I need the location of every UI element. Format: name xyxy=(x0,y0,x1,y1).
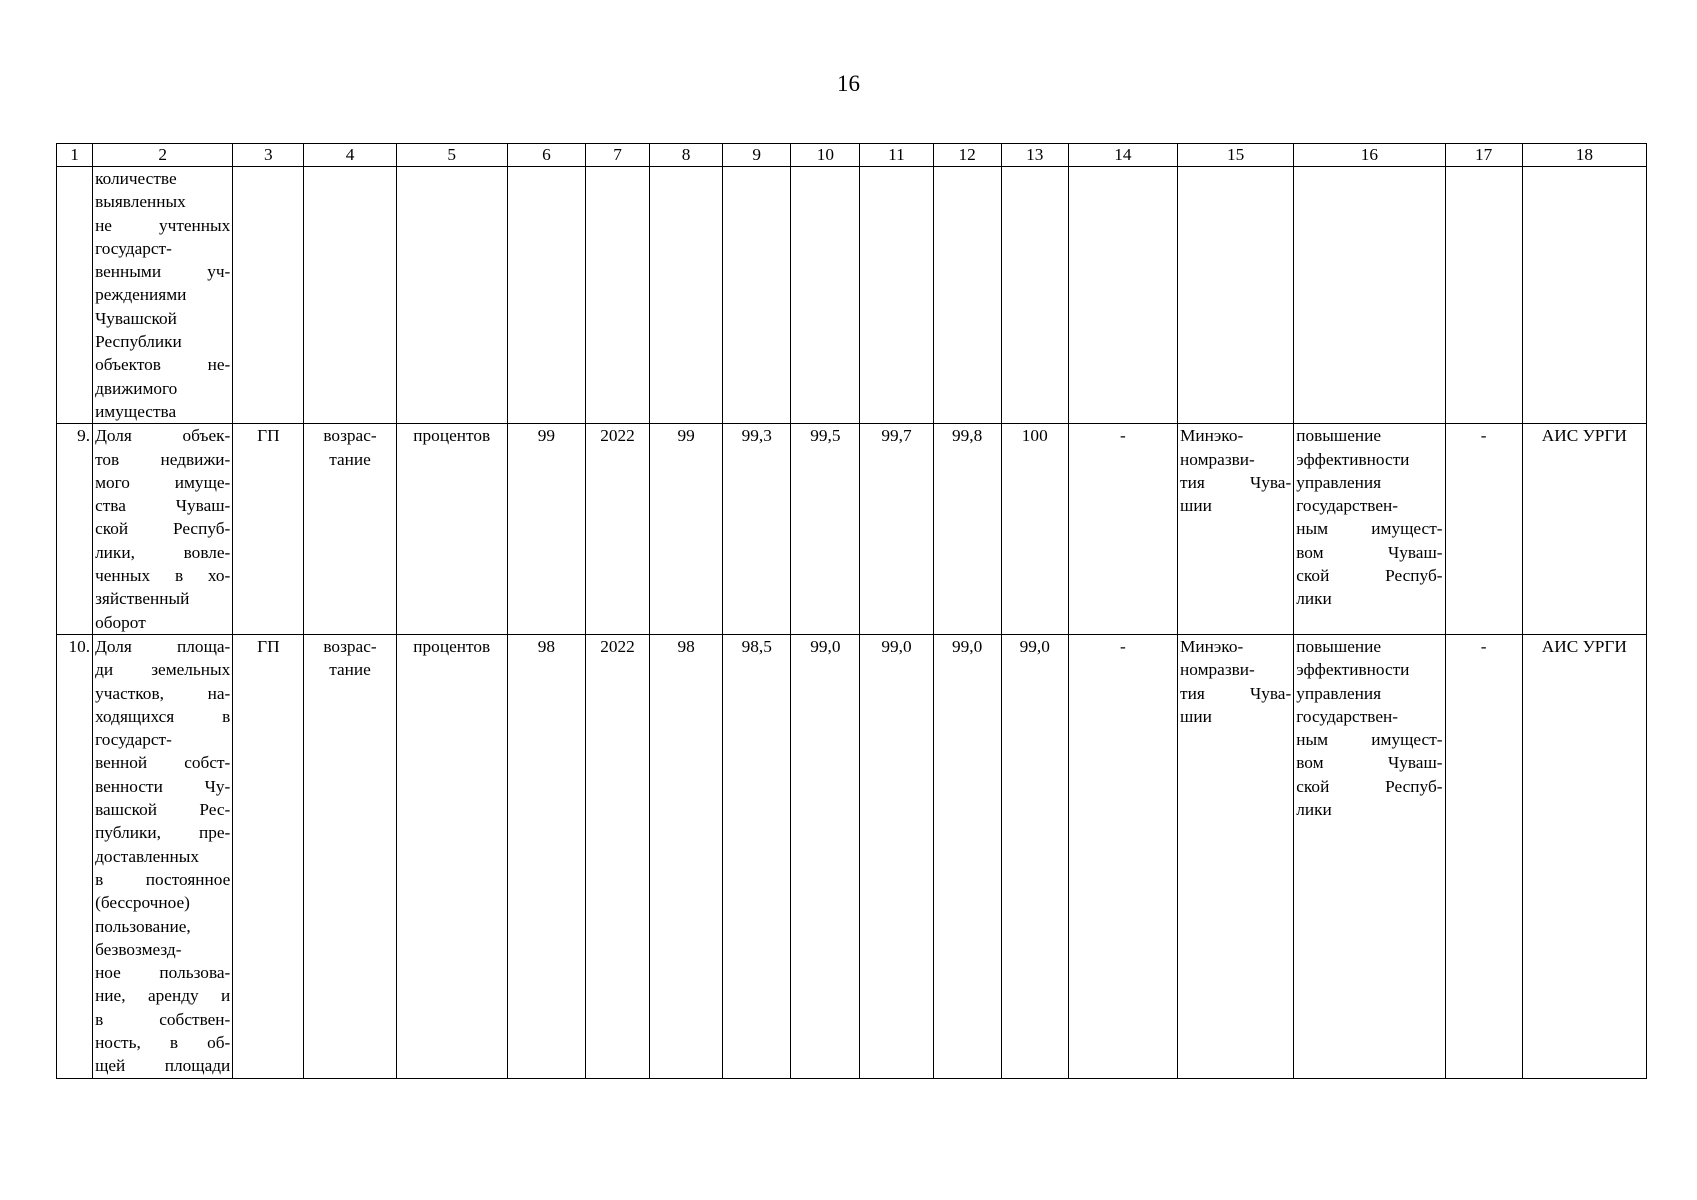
column-header: 1 xyxy=(57,144,93,167)
text-line: управления xyxy=(1296,472,1382,492)
value-cell: 99,3 xyxy=(723,424,791,635)
goal-text xyxy=(1296,424,1442,610)
text-line: ской Респуб- xyxy=(1296,566,1443,586)
text-line: лики xyxy=(1296,800,1332,820)
text-line: имущества xyxy=(95,401,177,421)
text-line: Республики xyxy=(95,332,182,352)
text-line: ства Чуваш- xyxy=(95,496,231,516)
text-line: зяйственный xyxy=(95,589,190,609)
value-cell: 99,8 xyxy=(933,424,1001,635)
text-line: повышение xyxy=(1296,426,1382,446)
empty-cell xyxy=(860,167,933,424)
text-line: шии xyxy=(1180,706,1212,726)
text-line: номразви- xyxy=(1180,660,1255,680)
text-line: номразви- xyxy=(1180,449,1255,469)
page-number: 16 xyxy=(837,71,860,96)
text-line: ность, в об- xyxy=(95,1032,231,1052)
empty-cell xyxy=(1001,167,1068,424)
column-header: 18 xyxy=(1522,144,1646,167)
text-line: тия Чува- xyxy=(1180,683,1292,703)
row-number-cell: 10. xyxy=(57,634,93,1078)
source-cell: ГП xyxy=(233,634,304,1078)
text-line: вом Чуваш- xyxy=(1296,542,1443,562)
text-line: участков, на- xyxy=(95,683,231,703)
text-line: ние, аренду и xyxy=(95,986,231,1006)
text-line: в постоянное xyxy=(95,869,231,889)
text-line: шии xyxy=(1180,496,1212,516)
column-header: 6 xyxy=(507,144,585,167)
text-line: тание xyxy=(329,660,371,680)
column-header: 13 xyxy=(1001,144,1068,167)
text-line: ченных в хо- xyxy=(95,566,231,586)
responsible-cell xyxy=(1178,634,1294,1078)
column-header: 15 xyxy=(1178,144,1294,167)
indicator-name-text xyxy=(95,424,230,634)
goal-cell xyxy=(1294,424,1445,635)
text-line: объектов не- xyxy=(95,355,231,375)
text-line: Доля площа- xyxy=(95,636,231,656)
indicator-name-text xyxy=(95,635,230,1078)
text-line: венности Чу- xyxy=(95,776,231,796)
text-line: ской Респуб- xyxy=(1296,776,1443,796)
column-number-row xyxy=(57,144,1647,167)
text-line: доставленных xyxy=(95,846,200,866)
responsible-cell xyxy=(1178,424,1294,635)
column-header: 7 xyxy=(585,144,649,167)
value-cell: 100 xyxy=(1001,424,1068,635)
info-system-cell: АИС УРГИ xyxy=(1522,634,1646,1078)
text-line: Доля объек- xyxy=(95,426,231,446)
text-line: тание xyxy=(329,449,371,469)
empty-cell xyxy=(1068,167,1177,424)
text-line: щей площади xyxy=(95,1056,231,1076)
text-line: государствен- xyxy=(1296,496,1399,516)
empty-cell xyxy=(507,167,585,424)
value-cell: 99,7 xyxy=(860,424,933,635)
column-header: 16 xyxy=(1294,144,1445,167)
empty-cell xyxy=(1178,167,1294,424)
table-row xyxy=(57,424,1647,635)
value-cell: 99,0 xyxy=(860,634,933,1078)
column-14-cell: - xyxy=(1068,424,1177,635)
base-value-cell: 99 xyxy=(507,424,585,635)
column-header: 4 xyxy=(304,144,396,167)
text-line: государствен- xyxy=(1296,706,1399,726)
value-cell: 99,0 xyxy=(791,634,860,1078)
row-number-cell xyxy=(57,167,93,424)
text-line: тия Чува- xyxy=(1180,472,1292,492)
empty-cell xyxy=(233,167,304,424)
text-line: не учтенных xyxy=(95,215,231,235)
column-header: 10 xyxy=(791,144,860,167)
value-cell: 99 xyxy=(650,424,723,635)
text-line: в собствен- xyxy=(95,1009,231,1029)
text-line: ное пользова- xyxy=(95,963,231,983)
empty-cell xyxy=(1522,167,1646,424)
text-line: повышение xyxy=(1296,636,1382,656)
text-line: лики, вовле- xyxy=(95,542,231,562)
info-system-cell: АИС УРГИ xyxy=(1522,424,1646,635)
indicator-name-cell xyxy=(93,424,233,635)
indicator-name-cell xyxy=(93,167,233,424)
empty-cell xyxy=(585,167,649,424)
text-line: реждениями xyxy=(95,285,187,305)
column-header: 14 xyxy=(1068,144,1177,167)
text-line: венной собст- xyxy=(95,753,231,773)
text-line: эффективности xyxy=(1296,449,1410,469)
column-header: 8 xyxy=(650,144,723,167)
text-line: ным имущест- xyxy=(1296,730,1443,750)
text-line: ской Респуб- xyxy=(95,519,231,539)
text-line: вом Чуваш- xyxy=(1296,753,1443,773)
empty-cell xyxy=(304,167,396,424)
column-header: 11 xyxy=(860,144,933,167)
responsible-text xyxy=(1180,635,1291,728)
column-header: 17 xyxy=(1445,144,1522,167)
text-line: ным имущест- xyxy=(1296,519,1443,539)
text-line: публики, пре- xyxy=(95,823,231,843)
text-line: вашской Рес- xyxy=(95,800,231,820)
base-year-cell: 2022 xyxy=(585,424,649,635)
responsible-text xyxy=(1180,424,1291,517)
empty-cell xyxy=(723,167,791,424)
text-line: пользование, xyxy=(95,916,191,936)
unit-cell: процентов xyxy=(396,634,507,1078)
table-row xyxy=(57,634,1647,1078)
column-header: 9 xyxy=(723,144,791,167)
empty-cell xyxy=(933,167,1001,424)
row-number-cell: 9. xyxy=(57,424,93,635)
base-value-cell: 98 xyxy=(507,634,585,1078)
text-line: государст- xyxy=(95,238,172,258)
text-line: венными уч- xyxy=(95,262,231,282)
value-cell: 98 xyxy=(650,634,723,1078)
column-header: 5 xyxy=(396,144,507,167)
text-line: ди земельных xyxy=(95,660,231,680)
column-17-cell: - xyxy=(1445,424,1522,635)
empty-cell xyxy=(396,167,507,424)
value-cell: 99,5 xyxy=(791,424,860,635)
column-17-cell: - xyxy=(1445,634,1522,1078)
text-line: выявленных xyxy=(95,192,186,212)
text-line: государст- xyxy=(95,730,172,750)
table-row-continuation xyxy=(57,167,1647,424)
source-cell: ГП xyxy=(233,424,304,635)
text-line: управления xyxy=(1296,683,1382,703)
text-line: возрас- xyxy=(323,636,377,656)
value-cell: 99,0 xyxy=(1001,634,1068,1078)
indicators-table xyxy=(56,143,1647,1079)
empty-cell xyxy=(1294,167,1445,424)
indicator-name-cell xyxy=(93,634,233,1078)
trend-cell xyxy=(304,424,396,635)
indicator-name-text xyxy=(95,167,230,423)
value-cell: 99,0 xyxy=(933,634,1001,1078)
text-line: безвозмезд- xyxy=(95,939,182,959)
text-line: тов недвижи- xyxy=(95,449,231,469)
goal-text xyxy=(1296,635,1442,821)
column-header: 12 xyxy=(933,144,1001,167)
empty-cell xyxy=(791,167,860,424)
empty-cell xyxy=(650,167,723,424)
text-line: мого имуще- xyxy=(95,472,231,492)
text-line: оборот xyxy=(95,612,146,632)
base-year-cell: 2022 xyxy=(585,634,649,1078)
column-header: 3 xyxy=(233,144,304,167)
column-header: 2 xyxy=(93,144,233,167)
text-line: возрас- xyxy=(323,426,377,446)
text-line: количестве xyxy=(95,169,177,188)
text-line: лики xyxy=(1296,589,1332,609)
text-line: Минэко- xyxy=(1180,636,1244,656)
text-line: движимого xyxy=(95,378,178,398)
column-14-cell: - xyxy=(1068,634,1177,1078)
empty-cell xyxy=(1445,167,1522,424)
text-line: (бессрочное) xyxy=(95,893,190,913)
text-line: ходящихся в xyxy=(95,706,231,726)
text-line: Чувашской xyxy=(95,308,177,328)
text-line: эффективности xyxy=(1296,660,1410,680)
goal-cell xyxy=(1294,634,1445,1078)
value-cell: 98,5 xyxy=(723,634,791,1078)
trend-cell xyxy=(304,634,396,1078)
text-line: Минэко- xyxy=(1180,426,1244,446)
unit-cell: процентов xyxy=(396,424,507,635)
